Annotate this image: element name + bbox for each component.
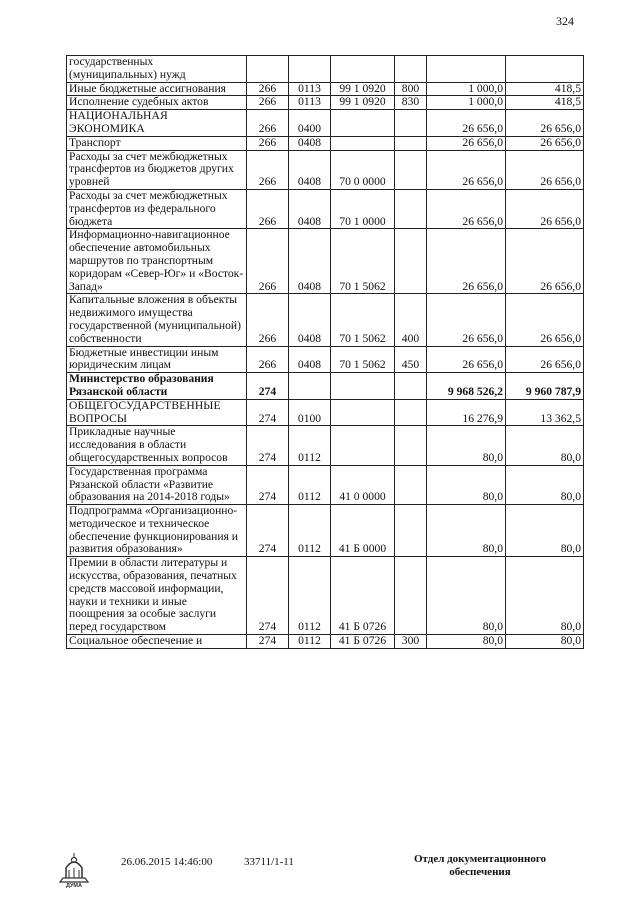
- row-article-code: 99 1 0920: [331, 82, 395, 96]
- row-plan-amount: 26 656,0: [427, 346, 506, 373]
- row-section-code: [289, 56, 331, 83]
- table-row: [67, 96, 584, 110]
- row-name: Капитальные вложения в объекты недвижимого имущества государственной (муниципальной) собственности: [67, 294, 247, 346]
- table-row: [67, 150, 584, 189]
- row-section-code: 0408: [289, 229, 331, 294]
- row-name: Исполнение судебных актов: [67, 96, 247, 110]
- row-fact-amount: 80,0: [506, 505, 584, 557]
- table-row: [67, 56, 584, 83]
- row-article-code: 41 Б 0000: [331, 505, 395, 557]
- row-expense-type: [395, 110, 427, 137]
- row-section-code: 0408: [289, 136, 331, 150]
- row-name: Иные бюджетные ассигнования: [67, 82, 247, 96]
- row-section-code: 0408: [289, 346, 331, 373]
- row-plan-amount: 26 656,0: [427, 110, 506, 137]
- row-fact-amount: 26 656,0: [506, 346, 584, 373]
- row-admin-code: 274: [247, 373, 289, 400]
- row-admin-code: 266: [247, 136, 289, 150]
- table-row: [67, 82, 584, 96]
- row-expense-type: 830: [395, 96, 427, 110]
- row-expense-type: [395, 505, 427, 557]
- budget-table: [66, 55, 584, 649]
- row-section-code: 0112: [289, 557, 331, 635]
- row-section-code: 0100: [289, 399, 331, 426]
- row-fact-amount: [506, 56, 584, 83]
- row-name: Расходы за счет межбюджетных трансфертов из федерального бюджета: [67, 189, 247, 228]
- row-article-code: [331, 426, 395, 465]
- row-fact-amount: 26 656,0: [506, 189, 584, 228]
- page-number: 324: [556, 14, 574, 28]
- row-fact-amount: 26 656,0: [506, 136, 584, 150]
- row-name: Социальное обеспечение и: [67, 635, 247, 649]
- row-plan-amount: 26 656,0: [427, 294, 506, 346]
- footer-doc-number: 33711/1-11: [244, 856, 294, 868]
- row-plan-amount: 80,0: [427, 557, 506, 635]
- row-fact-amount: 9 960 787,9: [506, 373, 584, 400]
- budget-table-body: [67, 56, 584, 649]
- table-row: [67, 426, 584, 465]
- table-row: [67, 373, 584, 400]
- table-row: [67, 229, 584, 294]
- row-admin-code: 266: [247, 229, 289, 294]
- row-expense-type: 450: [395, 346, 427, 373]
- table-row: [67, 505, 584, 557]
- row-plan-amount: 26 656,0: [427, 189, 506, 228]
- row-admin-code: 266: [247, 294, 289, 346]
- row-expense-type: [395, 136, 427, 150]
- row-fact-amount: 26 656,0: [506, 110, 584, 137]
- table-row: [67, 294, 584, 346]
- row-name: государственных (муниципальных) нужд: [67, 56, 247, 83]
- row-plan-amount: 26 656,0: [427, 136, 506, 150]
- row-name: Министерство образования Рязанской области: [67, 373, 247, 400]
- table-row: [67, 110, 584, 137]
- row-section-code: 0112: [289, 635, 331, 649]
- row-plan-amount: 80,0: [427, 635, 506, 649]
- row-name: Государственная программа Рязанской области «Развитие образования на 2014-2018 годы»: [67, 465, 247, 504]
- row-expense-type: [395, 399, 427, 426]
- row-article-code: [331, 399, 395, 426]
- row-section-code: [289, 373, 331, 400]
- row-section-code: 0112: [289, 426, 331, 465]
- footer-department: Отдел документационного обеспечения: [413, 853, 547, 878]
- row-name: Транспорт: [67, 136, 247, 150]
- row-article-code: 41 Б 0726: [331, 635, 395, 649]
- row-admin-code: 266: [247, 189, 289, 228]
- row-article-code: 70 1 5062: [331, 294, 395, 346]
- row-fact-amount: 80,0: [506, 465, 584, 504]
- row-plan-amount: 16 276,9: [427, 399, 506, 426]
- row-section-code: 0112: [289, 465, 331, 504]
- row-expense-type: [395, 150, 427, 189]
- svg-text:ДУМА: ДУМА: [66, 883, 82, 888]
- row-article-code: [331, 110, 395, 137]
- row-section-code: 0112: [289, 505, 331, 557]
- row-expense-type: [395, 557, 427, 635]
- row-expense-type: [395, 229, 427, 294]
- row-plan-amount: 80,0: [427, 505, 506, 557]
- row-name: Информационно-навигационное обеспечение автомобильных маршрутов по транспортным коридорам «Север-Юг» и «Восток-Запад»: [67, 229, 247, 294]
- row-expense-type: 800: [395, 82, 427, 96]
- duma-logo: [52, 848, 96, 888]
- row-fact-amount: 26 656,0: [506, 150, 584, 189]
- row-admin-code: 274: [247, 465, 289, 504]
- table-row: [67, 346, 584, 373]
- row-expense-type: 300: [395, 635, 427, 649]
- row-fact-amount: 80,0: [506, 557, 584, 635]
- row-article-code: 70 1 5062: [331, 229, 395, 294]
- row-name: Прикладные научные исследования в области общегосударственных вопросов: [67, 426, 247, 465]
- table-row: [67, 189, 584, 228]
- row-admin-code: 274: [247, 426, 289, 465]
- row-article-code: [331, 373, 395, 400]
- row-section-code: 0408: [289, 150, 331, 189]
- footer-date: 26.06.2015 14:46:00: [121, 856, 213, 868]
- row-admin-code: 274: [247, 399, 289, 426]
- row-admin-code: 274: [247, 505, 289, 557]
- row-plan-amount: 26 656,0: [427, 229, 506, 294]
- row-plan-amount: 80,0: [427, 465, 506, 504]
- row-expense-type: [395, 426, 427, 465]
- row-plan-amount: 26 656,0: [427, 150, 506, 189]
- row-section-code: 0408: [289, 189, 331, 228]
- row-fact-amount: 26 656,0: [506, 294, 584, 346]
- row-article-code: [331, 136, 395, 150]
- row-section-code: 0113: [289, 96, 331, 110]
- row-plan-amount: 1 000,0: [427, 82, 506, 96]
- row-name: Расходы за счет межбюджетных трансфертов из бюджетов других уровней: [67, 150, 247, 189]
- table-row: [67, 635, 584, 649]
- row-article-code: 70 0 0000: [331, 150, 395, 189]
- row-article-code: 99 1 0920: [331, 96, 395, 110]
- table-row: [67, 399, 584, 426]
- row-name: НАЦИОНАЛЬНАЯ ЭКОНОМИКА: [67, 110, 247, 137]
- row-plan-amount: [427, 56, 506, 83]
- row-section-code: 0113: [289, 82, 331, 96]
- row-admin-code: 266: [247, 346, 289, 373]
- row-admin-code: 266: [247, 150, 289, 189]
- row-fact-amount: 80,0: [506, 635, 584, 649]
- row-name: Бюджетные инвестиции иным юридическим лицам: [67, 346, 247, 373]
- row-fact-amount: 26 656,0: [506, 229, 584, 294]
- row-admin-code: 266: [247, 82, 289, 96]
- row-admin-code: 266: [247, 96, 289, 110]
- row-admin-code: 274: [247, 635, 289, 649]
- row-section-code: 0400: [289, 110, 331, 137]
- row-expense-type: [395, 189, 427, 228]
- row-plan-amount: 80,0: [427, 426, 506, 465]
- page-footer: [0, 848, 640, 898]
- row-article-code: 41 Б 0726: [331, 557, 395, 635]
- row-expense-type: [395, 56, 427, 83]
- row-admin-code: [247, 56, 289, 83]
- row-article-code: 70 1 5062: [331, 346, 395, 373]
- row-expense-type: 400: [395, 294, 427, 346]
- row-article-code: 41 0 0000: [331, 465, 395, 504]
- row-article-code: 70 1 0000: [331, 189, 395, 228]
- row-admin-code: 266: [247, 110, 289, 137]
- table-row: [67, 557, 584, 635]
- row-name: Премии в области литературы и искусства, образования, печатных средств массовой информации, науки и техники и иные поощрения за особые заслуги перед государством: [67, 557, 247, 635]
- row-expense-type: [395, 373, 427, 400]
- row-fact-amount: 418,5: [506, 82, 584, 96]
- row-section-code: 0408: [289, 294, 331, 346]
- row-plan-amount: 9 968 526,2: [427, 373, 506, 400]
- row-expense-type: [395, 465, 427, 504]
- row-fact-amount: 418,5: [506, 96, 584, 110]
- row-fact-amount: 13 362,5: [506, 399, 584, 426]
- row-admin-code: 274: [247, 557, 289, 635]
- row-fact-amount: 80,0: [506, 426, 584, 465]
- row-plan-amount: 1 000,0: [427, 96, 506, 110]
- table-row: [67, 136, 584, 150]
- table-row: [67, 465, 584, 504]
- row-name: ОБЩЕГОСУДАРСТВЕННЫЕ ВОПРОСЫ: [67, 399, 247, 426]
- row-article-code: [331, 56, 395, 83]
- row-name: Подпрограмма «Организационно-методическое и техническое обеспечение функционирования и развития образования»: [67, 505, 247, 557]
